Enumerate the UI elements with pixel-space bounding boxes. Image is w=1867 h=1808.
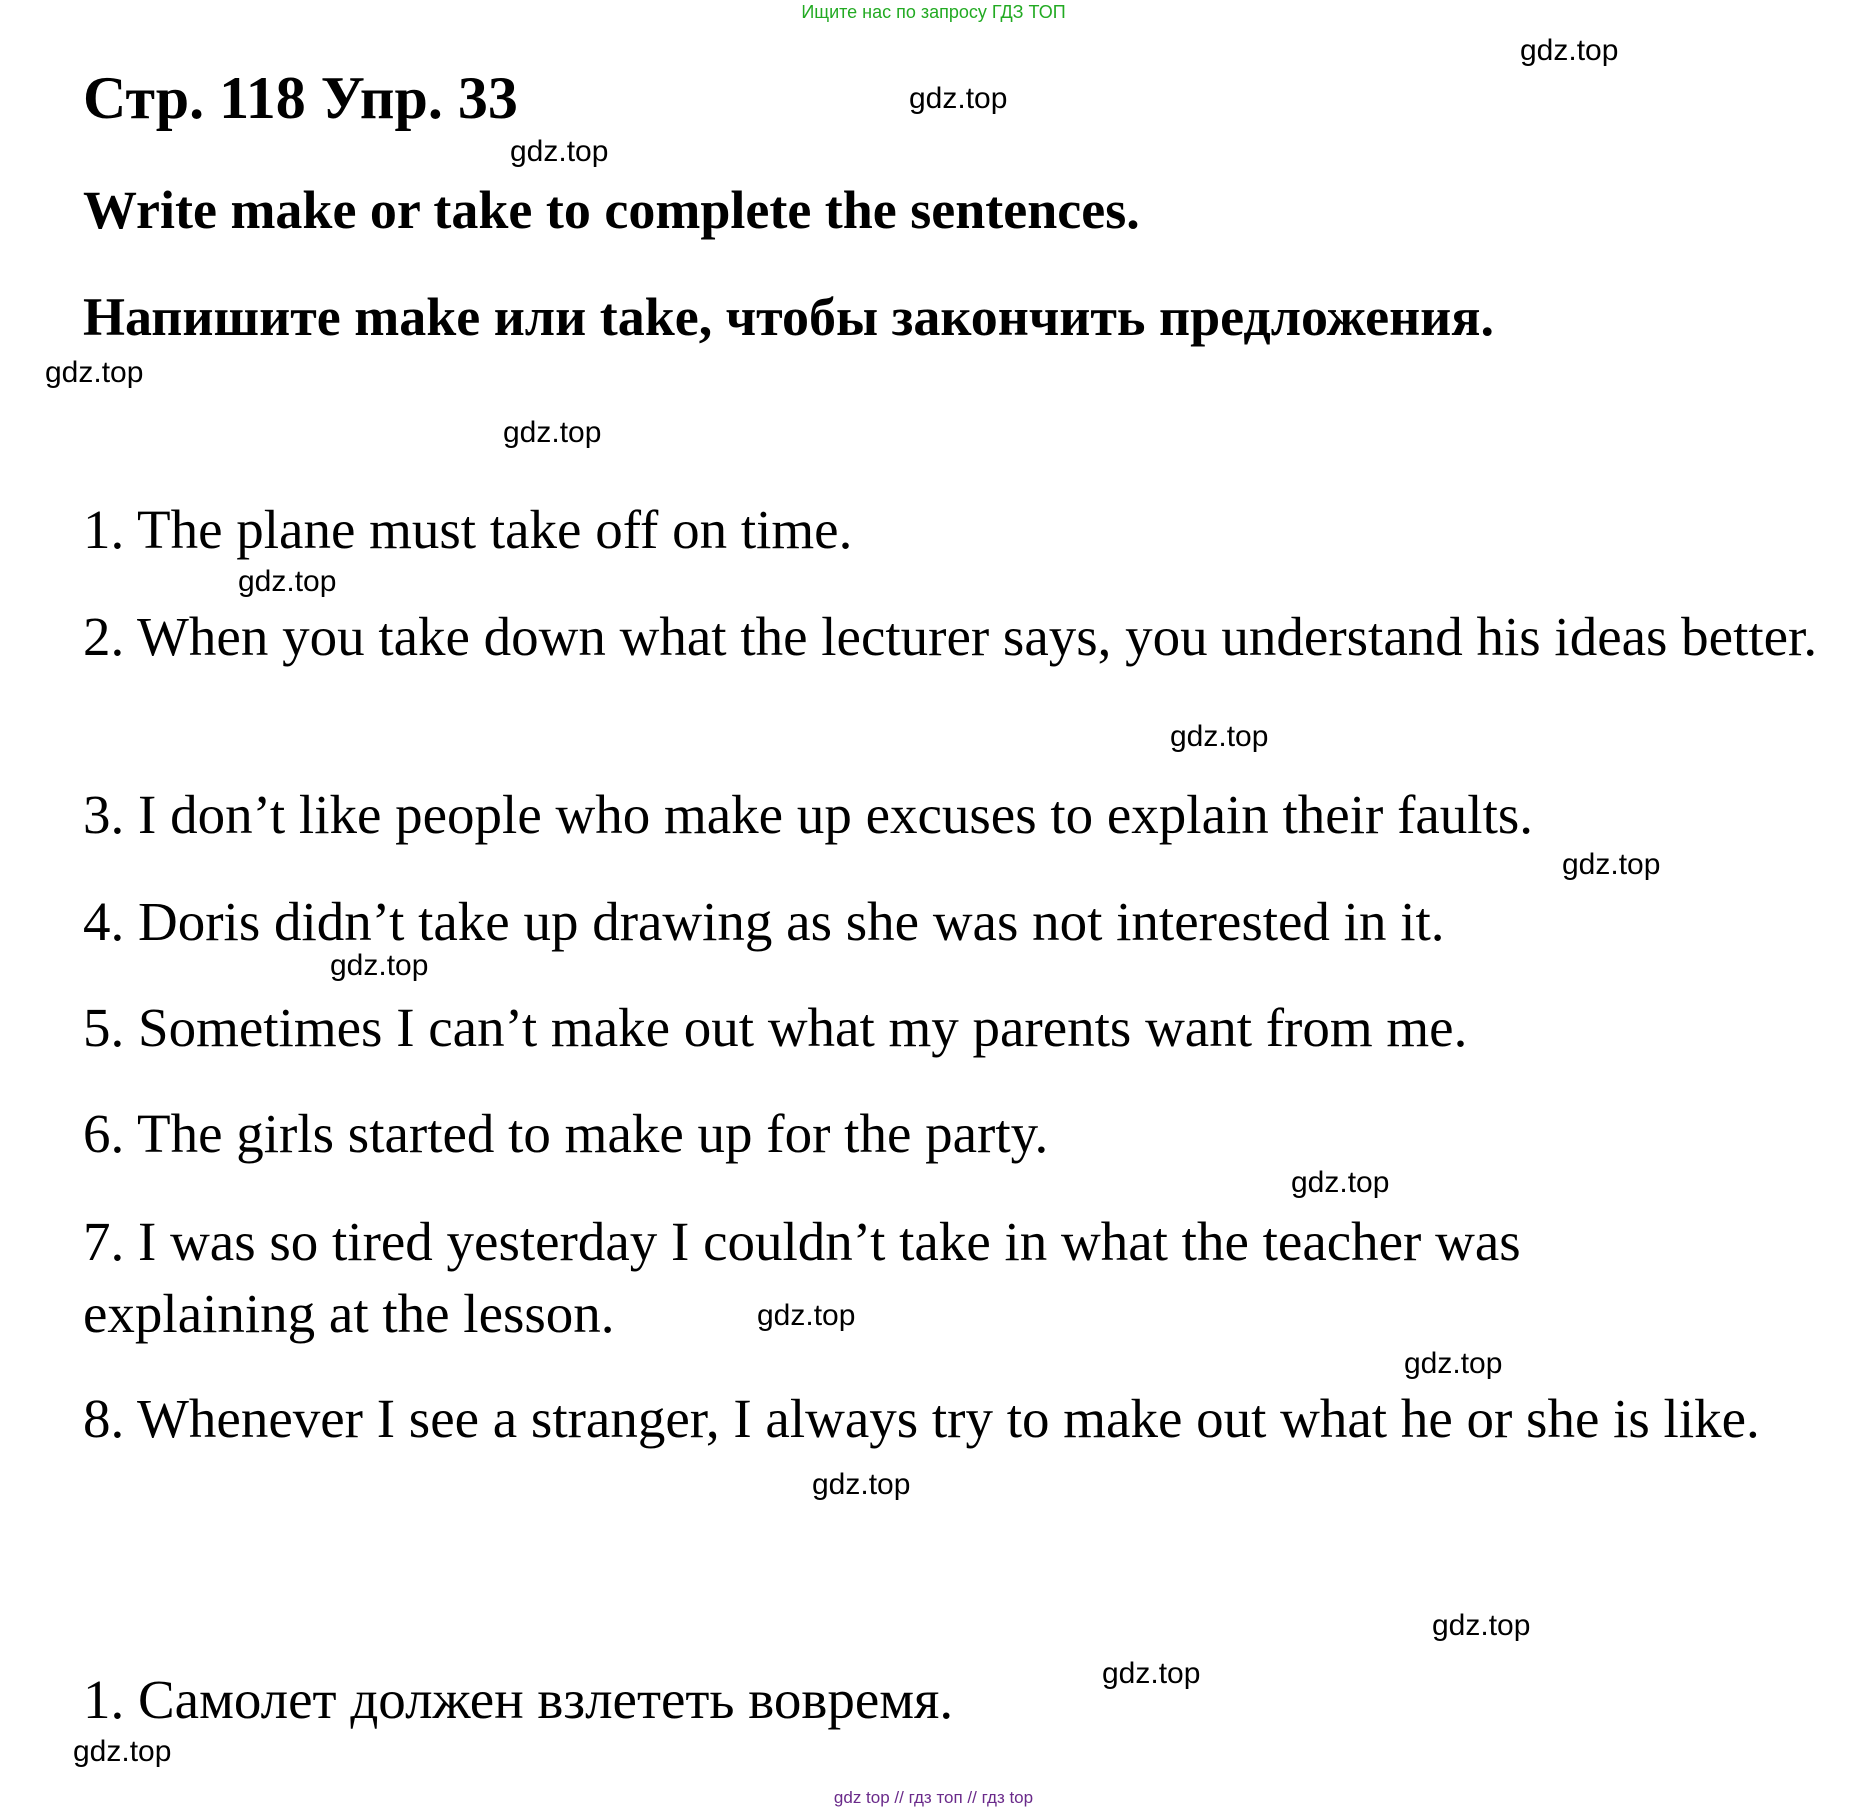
watermark: gdz.top (1520, 34, 1619, 67)
sentence-4: 4. Doris didn’t take up drawing as she was not interested in it. (83, 891, 1445, 952)
watermark: gdz.top (1432, 1609, 1531, 1642)
sentence-5: 5. Sometimes I can’t make out what my parents want from me. (83, 997, 1468, 1058)
instruction-russian: Напишите make или take, чтобы закончить предложения. (83, 287, 1495, 347)
sentence-1: 1. The plane must take off on time. (83, 499, 853, 560)
translation-1: 1. Самолет должен взлететь вовремя. (83, 1669, 954, 1730)
watermark: gdz.top (1170, 720, 1269, 753)
watermark: gdz.top (1102, 1657, 1201, 1690)
watermark: gdz.top (1291, 1166, 1390, 1199)
page-title: Стр. 118 Упр. 33 (83, 65, 518, 131)
watermark: gdz.top (510, 135, 609, 168)
watermark: gdz.top (238, 565, 337, 598)
watermark: gdz.top (330, 949, 429, 982)
watermark: gdz.top (757, 1299, 856, 1332)
watermark: gdz.top (45, 356, 144, 389)
watermark: gdz.top (73, 1735, 172, 1768)
sentence-2: 2. When you take down what the lecturer says, you understand his ideas better. (83, 606, 1818, 667)
top-banner: Ищите нас по запросу ГДЗ ТОП (801, 2, 1066, 22)
sentence-3: 3. I don’t like people who make up excuses to explain their faults. (83, 784, 1534, 845)
watermark: gdz.top (812, 1468, 911, 1501)
sentence-7: 7. I was so tired yesterday I couldn’t take in what the teacher was explaining at the lesson. (83, 1211, 1521, 1344)
footer: gdz top // гдз топ // гдз top (833, 1788, 1034, 1807)
sentence-8: 8. Whenever I see a stranger, I always try to make out what he or she is like. (83, 1388, 1760, 1449)
watermark: gdz.top (1404, 1347, 1503, 1380)
watermark: gdz.top (503, 416, 602, 449)
sentence-6: 6. The girls started to make up for the party. (83, 1103, 1049, 1164)
watermark: gdz.top (1562, 848, 1661, 881)
watermark: gdz.top (909, 82, 1008, 115)
instruction-english: Write make or take to complete the sentences. (83, 180, 1140, 240)
